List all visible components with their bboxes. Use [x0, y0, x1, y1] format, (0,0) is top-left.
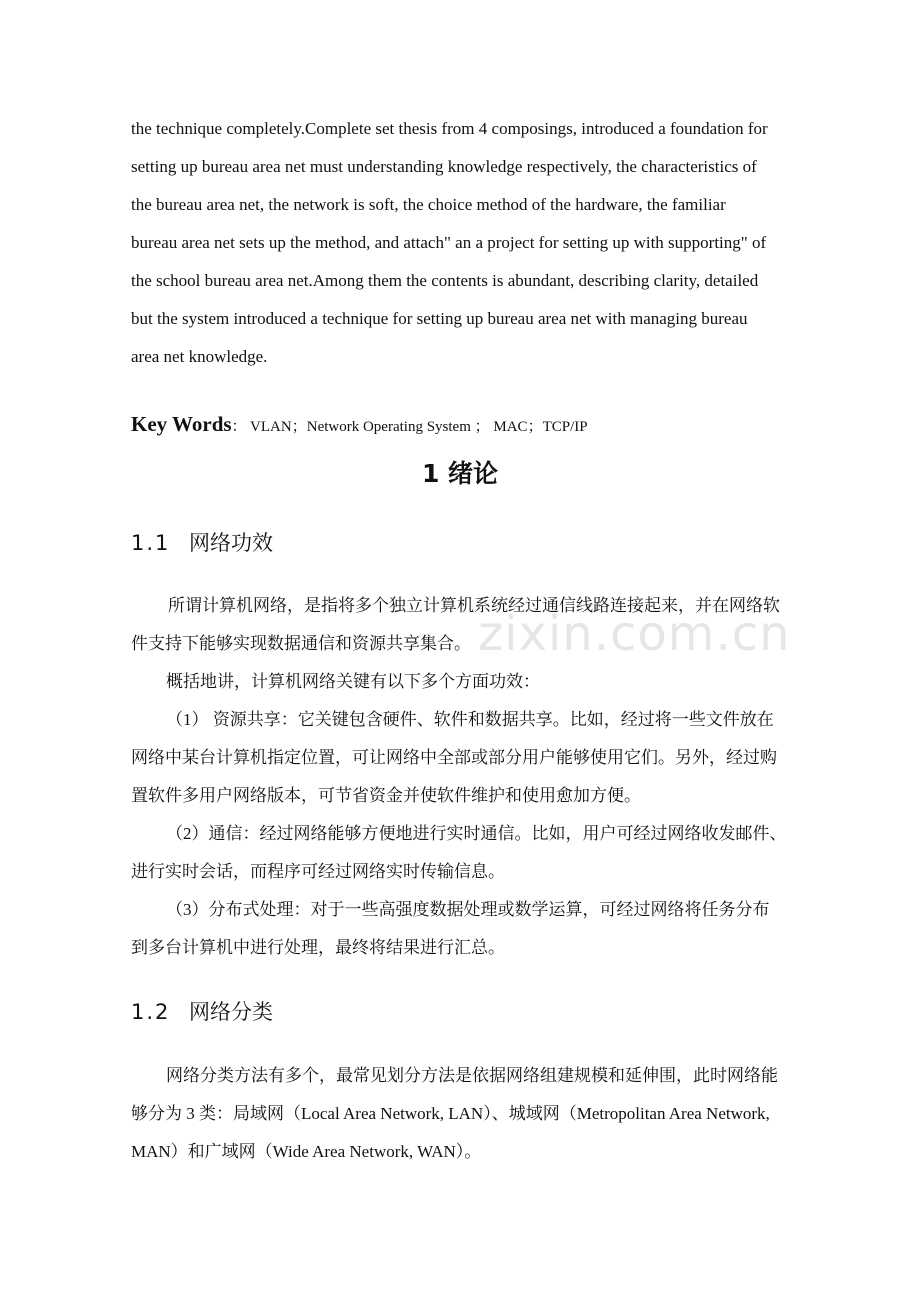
list-item-line: 置软件多用户网络版本，可节省资金并使软件维护和使用愈加方便。	[131, 786, 641, 805]
paragraph-line: 所谓计算机网络，是指将多个独立计算机系统经过通信线路连接起来，并在网络软	[168, 596, 780, 615]
paragraph-line: 够分为 3 类：局域网（Local Area Network, LAN）、城域网（Metropolitan Area Network,	[131, 1104, 770, 1123]
list-item-line: 网络中某台计算机指定位置，可让网络中全部或部分用户能够使用它们。另外，经过购	[131, 748, 777, 767]
chapter-title: 1 绪论	[421, 459, 499, 488]
section-title: 网络功效	[189, 531, 273, 555]
section-number: 1.1	[131, 531, 171, 555]
abstract-line: the bureau area net, the network is soft, the choice method of the hardware, the familiar	[131, 195, 726, 214]
keywords-label: Key Words	[131, 412, 232, 436]
keywords-colon: ：	[231, 419, 247, 435]
abstract-line: bureau area net sets up the method, and attach" an a project for setting up with supporting" of	[131, 233, 767, 252]
keyword-separator: ；	[527, 419, 543, 435]
keyword-separator: ；	[474, 419, 494, 435]
abstract-line: setting up bureau area net must understanding knowledge respectively, the characteristics of	[131, 157, 757, 176]
paragraph-line: 概括地讲，计算机网络关键有以下多个方面功效：	[166, 672, 540, 691]
keyword-item: VLAN	[250, 419, 292, 435]
section-heading	[131, 528, 273, 558]
abstract-line: the school bureau area net.Among them the contents is abundant, describing clarity, detailed	[131, 271, 759, 290]
keyword-item: MAC	[493, 419, 528, 435]
keywords-line	[131, 412, 588, 437]
section-number: 1.2	[131, 1000, 171, 1024]
paragraph-line: 网络分类方法有多个，最常见划分方法是依据网络组建规模和延伸围，此时网络能	[166, 1066, 778, 1085]
list-item-line: 到多台计算机中进行处理，最终将结果进行汇总。	[131, 938, 505, 957]
list-item-line: （2）通信：经过网络能够方便地进行实时通信。比如，用户可经过网络收发邮件、	[166, 824, 787, 843]
keyword-item: Network Operating System	[306, 419, 475, 435]
watermark-text: zixin.com.cn	[478, 606, 791, 662]
keyword-item: TCP/IP	[542, 419, 588, 435]
paragraph-line: MAN）和广域网（Wide Area Network, WAN）。	[131, 1142, 482, 1161]
abstract-line: the technique completely.Complete set thesis from 4 composings, introduced a foundation for	[131, 119, 768, 138]
list-item-line: （3）分布式处理：对于一些高强度数据处理或数学运算，可经过网络将任务分布	[166, 900, 770, 919]
section-heading	[131, 997, 273, 1027]
section-title: 网络分类	[189, 1000, 273, 1024]
abstract-line: area net knowledge.	[131, 347, 268, 366]
keyword-separator: ；	[291, 419, 307, 435]
paragraph-line: 件支持下能够实现数据通信和资源共享集合。	[131, 634, 471, 653]
abstract-line: but the system introduced a technique for setting up bureau area net with managing bureau	[131, 309, 748, 328]
list-item-line: （1） 资源共享：它关键包含硬件、软件和数据共享。比如，经过将一些文件放在	[166, 710, 774, 729]
list-item-line: 进行实时会话，而程序可经过网络实时传输信息。	[131, 862, 505, 881]
